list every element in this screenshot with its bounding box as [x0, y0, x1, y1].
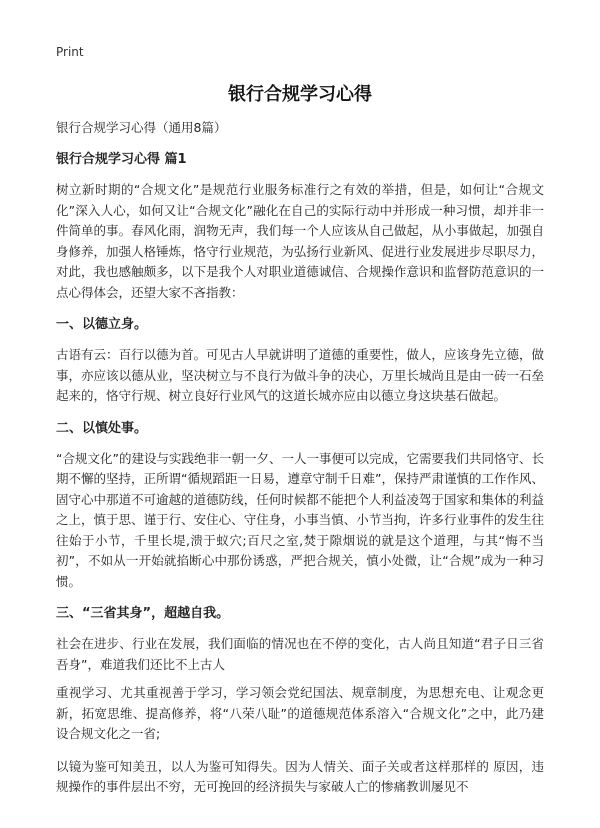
page-title: 银行合规学习心得 [228, 84, 372, 105]
section-3-paragraph-2: 重视学习、尤其重视善于学习，学习领会党纪国法、规章制度，为思想充电、让观念更新，拓宽思维、提高修养，将“八荣八耻”的道德规范体系溶入“合规文化”之中，此乃建设合规文化之一省; [56, 685, 544, 741]
section-2-paragraph: “合规文化”的建设与实践绝非一朝一夕、一人一事便可以完成，它需要我们共同恪守、长期不懈的坚持，正所谓“循规蹈距一日易，遵章守制千日难”，保持严肃谨慎的工作作风、固守心中那道不可逾越的道德防线，任何时候都不能把个人利益凌驾于国家和集体的利益之上，慎于思、谨于行、安住心、守住身，小事当慎、小节当拘，许多行业事件的发生往往始于小节，千里长堤,溃于蚁穴;百尺之室,焚于隙烟说的就是这个道理，与其“悔不当初”，不如从一开始就掐断心中那份诱惑，严把合规关，慎小处微，让“合规”成为一种习惯。 [56, 450, 544, 589]
section-heading-1: 一、以德立身。 [56, 317, 148, 332]
section-3-paragraph-3: 以镜为鉴可知美丑，以人为鉴可知得失。因为人情关、面子关或者这样那样的 原因，违规操作的事件层出不穷，无可挽回的经济损失与家破人亡的惨痛教训屡见不 [56, 758, 544, 794]
section-3-paragraph-1: 社会在进步、行业在发展，我们面临的情况也在不停的变化，古人尚且知道“君子日三省吾身”，难道我们还比不上古人 [56, 636, 544, 672]
section-heading-2: 二、以慎处事。 [56, 420, 148, 436]
section-heading-3: 三、“三省其身”，超越自我。 [56, 606, 230, 621]
document-body [56, 118, 544, 810]
intro-paragraph: 树立新时期的“合规文化”是规范行业服务标准行之有效的举措，但是，如何让“合规文化”深入人心，如何又让“合规文化”融化在自己的实际行动中并形成一种习惯，却并非一件简单的事。春风化雨，润物无声，我们每一个人应该从自己做起，从小事做起，加强自身修养，加强人格锤炼，恪守行业规范，为弘扬行业新风、促进行业发展进步尽职尽力，对此，我也感触颇多，以下是我个人对职业道德诚信、合规操作意识和监督防范意识的一点心得体会，还望大家不吝指教： [56, 182, 544, 300]
article-heading: 银行合规学习心得 篇1 [56, 152, 187, 167]
section-1-paragraph: 古语有云：百行以德为首。可见古人早就讲明了道德的重要性，做人，应该身先立德，做事，亦应该以德从业，坚决树立与不良行为做斗争的决心，万里长城尚且是由一砖一石垒起来的，恪守行规、树立良好行业风气的这道长城亦应由以德立身这块基石做起。 [56, 347, 544, 403]
print-link[interactable]: Print [56, 45, 84, 59]
document-subtitle: 银行合规学习心得（通用8篇） [56, 120, 227, 135]
